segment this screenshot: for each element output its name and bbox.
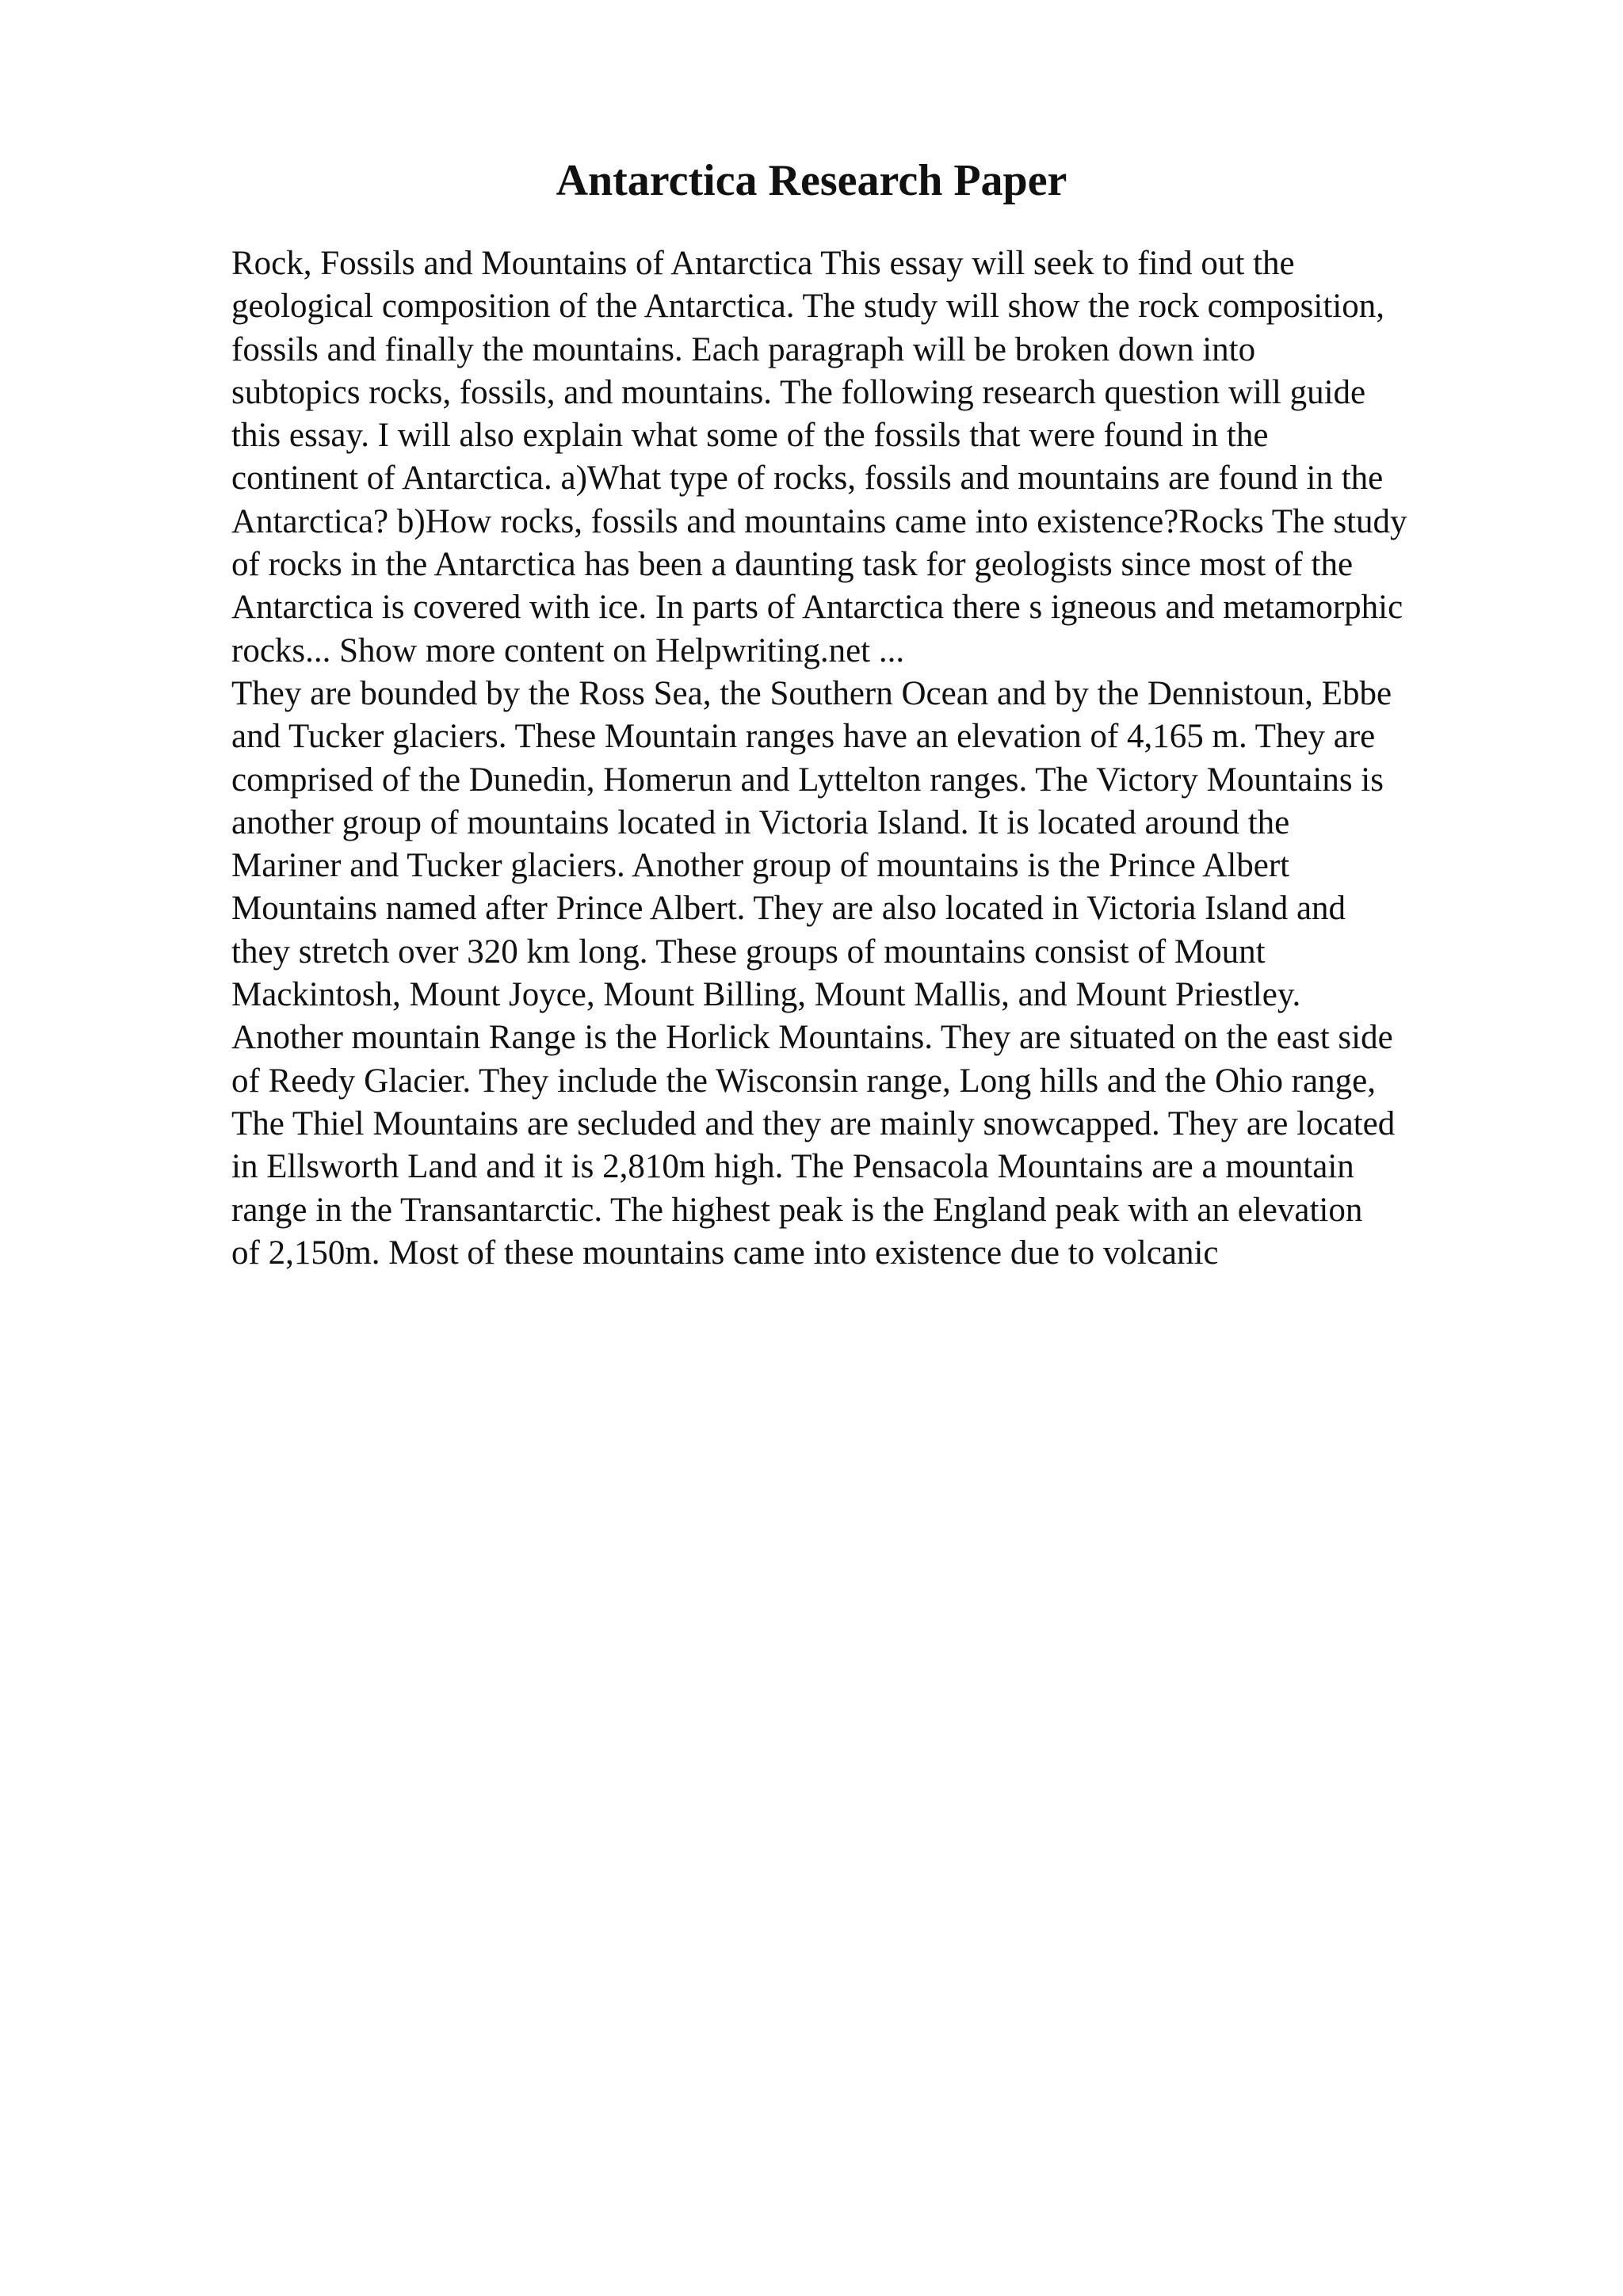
- text-line: Antarctica? b)How rocks, fossils and mountains came into existence?Rocks The study: [231, 502, 1407, 540]
- text-line: Antarctica is covered with ice. In parts of Antarctica there s igneous and metamorphic: [231, 589, 1403, 627]
- text-line: geological composition of the Antarctica. The study will show the rock composition,: [231, 288, 1384, 326]
- text-line: in Ellsworth Land and it is 2,810m high. The Pensacola Mountains are a mountain: [231, 1148, 1354, 1186]
- text-line: of 2,150m. Most of these mountains came into existence due to volcanic: [231, 1234, 1219, 1272]
- text-line: and Tucker glaciers. These Mountain ranges have an elevation of 4,165 m. They are: [231, 718, 1376, 756]
- text-line: continent of Antarctica. a)What type of rocks, fossils and mountains are found in the: [231, 460, 1384, 498]
- text-line: Mariner and Tucker glaciers. Another group of mountains is the Prince Albert: [231, 847, 1290, 885]
- text-line: Rock, Fossils and Mountains of Antarctica This essay will seek to find out the: [231, 245, 1295, 282]
- text-line: of Reedy Glacier. They include the Wisconsin range, Long hills and the Ohio range,: [231, 1062, 1376, 1100]
- text-line: of rocks in the Antarctica has been a daunting task for geologists since most of the: [231, 546, 1354, 584]
- text-line: rocks... Show more content on Helpwriting.net ...: [231, 631, 905, 669]
- text-line: another group of mountains located in Victoria Island. It is located around the: [231, 803, 1290, 841]
- text-line: this essay. I will also explain what some of the fossils that were found in the: [231, 417, 1269, 455]
- text-line: subtopics rocks, fossils, and mountains. The following research question will guide: [231, 373, 1366, 411]
- text-line: Another mountain Range is the Horlick Mountains. They are situated on the east side: [231, 1019, 1393, 1057]
- text-line: Mackintosh, Mount Joyce, Mount Billing, Mount Mallis, and Mount Priestley.: [231, 976, 1301, 1014]
- text-line: Mountains named after Prince Albert. They are also located in Victoria Island and: [231, 890, 1346, 928]
- text-line: comprised of the Dunedin, Homerun and Lyttelton ranges. The Victory Mountains is: [231, 761, 1384, 799]
- text-line: they stretch over 320 km long. These groups of mountains consist of Mount: [231, 933, 1266, 971]
- document-body: [231, 242, 1515, 1275]
- text-line: fossils and finally the mountains. Each paragraph will be broken down into: [231, 330, 1256, 368]
- document-title: Antarctica Research Paper: [556, 156, 1067, 205]
- text-line: range in the Transantarctic. The highest peak is the England peak with an elevation: [231, 1191, 1363, 1229]
- text-line: They are bounded by the Ross Sea, the Southern Ocean and by the Dennistoun, Ebbe: [231, 674, 1392, 712]
- text-line: The Thiel Mountains are secluded and they are mainly snowcapped. They are located: [231, 1104, 1396, 1142]
